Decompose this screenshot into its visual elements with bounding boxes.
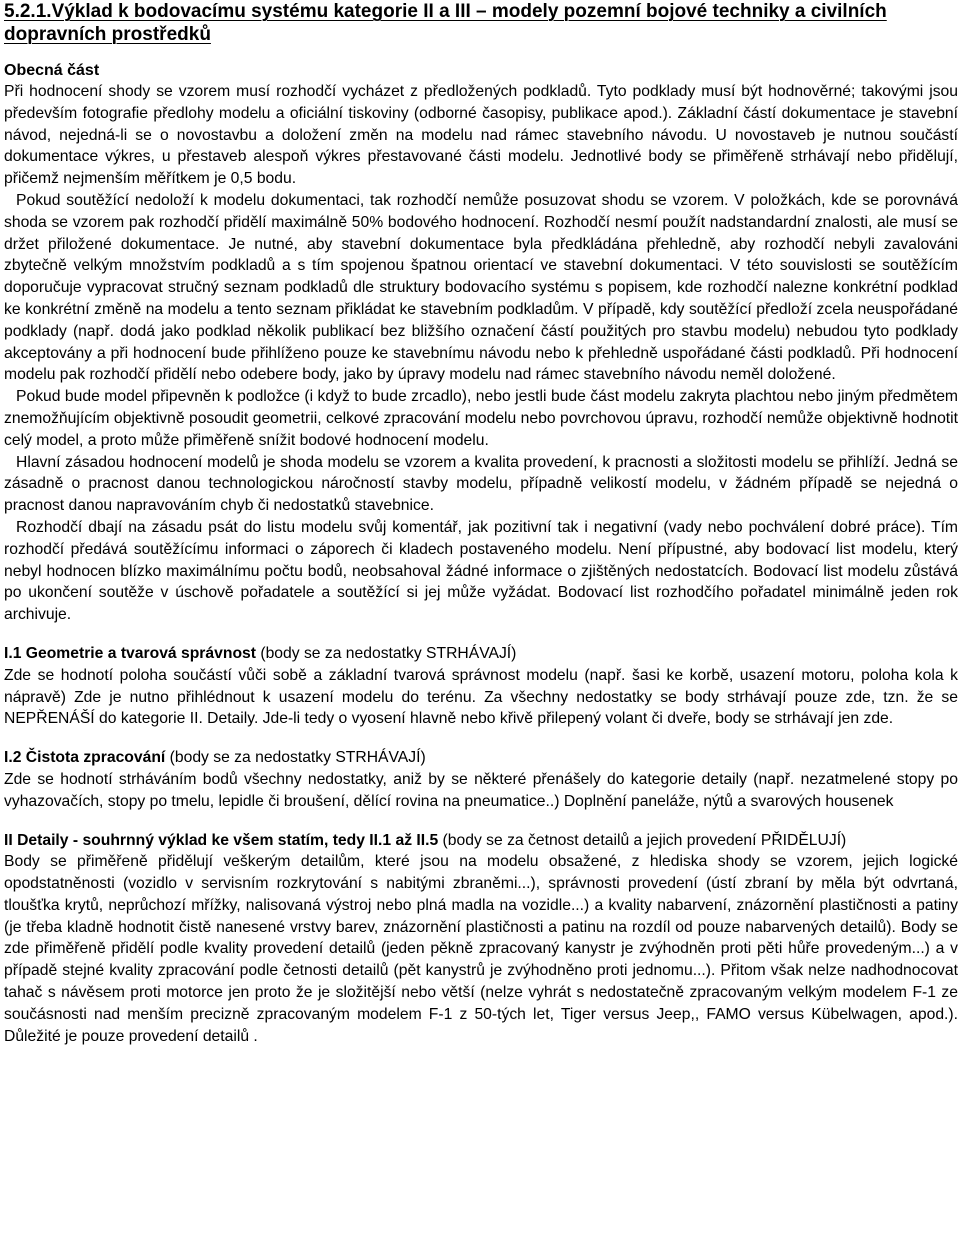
section-details-title: [4, 830, 958, 852]
spacer: [4, 813, 958, 830]
section-details-text: Body se přiměřeně přidělují veškerým detailům, které jsou na modelu obsažené, z hlediska shody se vzorem, jejich logické opodstatněnosti (vozidlo v servisním rozkrytování s nabitými zbraněmi...), správnosti provedení (ústí zbraní by měla být odvrtaná, tloušťka krytů, neprůchozí mřížky, nalisovaná výstroj nebo plná madla na vozidle...) a kvality nabarvení, znázornění plastičnosti a patiny (je třeba kladně hodnotit čistě nanesené vrstvy barev, znázornění plastičnosti a patinu na rozdíl od pouze nabarvených detailů). Body se zde přiměřeně přidělí podle kvality provedení detailů (jeden pěkně zpracovaný kanystr je zvýhodněn proti pěti hůře provedeným...) a v případě stejné kvality zpracování podle četnosti detailů (pět kanystrů je zvýhodněno proti jednomu...). Přitom však nelze nadhodnocovat tahač s návěsem proti motorce jen proto že je složitější nebo větší (nelze vyhrát s nedostatečně zpracovaným velkým modelem F-1 ze součásnosti nad menším precizně zpracovaným modelem F-1 z 50-tých let, Tiger versus Jeep,, FAMO versus Kübelwagen, apod.). Důležité je pouze provedení detailů .: [4, 853, 958, 1045]
section-details: [4, 830, 958, 1048]
section-cleanliness-title-bold: I.2 Čistota zpracování: [4, 749, 166, 767]
spacer: [4, 730, 958, 747]
section-cleanliness-title: [4, 747, 958, 769]
general-section: [4, 60, 958, 626]
section-details-title-bold: II Detaily - souhrnný výklad ke všem statím, tedy II.1 až II.5: [4, 831, 439, 849]
general-paragraph-5: Rozhodčí dbají na zásadu psát do listu modelu svůj komentář, jak pozitivní tak i negativní (vady nebo pochválení dobré práce). Tím rozhodčí předává soutěžícímu informaci o záporech či kladech postaveného modelu. Není přípustné, aby bodovací list modelu, který nebyl hodnocen blízko maximálnímu počtu bodů, neobsahoval žádné informace o zjištěných nedostatcích. Bodovací list modelu zůstává po ukončení soutěže v úschově pořadatele a soutěžící si jej může vyžádat. Bodovací list rozhodčího pořadatel minimálně jeden rok archivuje.: [4, 518, 958, 624]
section-cleanliness-title-rest: (body se za nedostatky STRHÁVAJÍ): [165, 749, 426, 767]
section-heading: 5.2.1.Výklad k bodovacímu systému kategorie II a III – modely pozemní bojové techniky a civilních dopravních prostředků: [4, 1, 887, 45]
section-geometry-text: Zde se hodnotí poloha součástí vůči sobě a základní tvarová správnost modelu (např. šasi ke korbě, usazení motoru, poloha kola k nápravě) Zde je nutno přihlédnout k usazení modelu do terénu. Za všechny nedostatky se body strhávají pouze zde, tzn. že se NEPŘENÁŠÍ do kategorie II. Detaily. Jde-li tedy o vyosení hlavně nebo křivě přilepený volant či dveře, body se strhávají jen zde.: [4, 666, 958, 728]
section-geometry-title-rest: (body se za nedostatky STRHÁVAJÍ): [255, 644, 517, 662]
general-paragraph-4: Hlavní zásadou hodnocení modelů je shoda modelu se vzorem a kvalita provedení, k pracnosti a složitosti modelu se přihlíží. Jedná se zásadně o pracnost danou technologickou náročností stavby modelu, případně velikostí modelu, v žádném případě se nejedná o pracnost danou napravováním chyb či nedostatků stavebnice.: [4, 453, 958, 515]
section-cleanliness: [4, 747, 958, 812]
section-geometry: [4, 643, 958, 730]
general-paragraph-1: Při hodnocení shody se vzorem musí rozhodčí vycházet z předložených podkladů. Tyto podklady musí být hodnověrné; takovými jsou především fotografie předlohy modelu a oficiální tiskoviny (odborné časopisy, publikace apod.). Základní částí dokumentace je stavební návod, nejedná-li se o novostavbu a doložení změn na modelu nad rámec stavebního návodu. U novostaveb je nutnou součástí dokumentace výkres, u přestaveb alespoň výkres přestavované části modelu. Jednotlivé body se přiměřeně strhávají nebo přidělují, přičemž nejmenším měřítkem je 0,5 bodu.: [4, 83, 958, 188]
section-geometry-title-bold: I.1 Geometrie a tvarová správnost: [4, 644, 256, 662]
section-cleanliness-text: Zde se hodnotí strháváním bodů všechny nedostatky, aniž by se některé přenášely do kategorie detaily (např. nezatmelené stopy po vyhazovačích, stopy po tmelu, lepidle či broušení, dělící rovina na pneumatice..) Doplnění paneláže, nýtů a svarových housenek: [4, 770, 958, 810]
general-title: Obecná část: [4, 62, 100, 79]
section-details-title-rest: (body se za četnost detailů a jejich provedení PŘIDĚLUJÍ): [438, 831, 847, 849]
section-geometry-title: [4, 643, 958, 665]
spacer: [4, 626, 958, 643]
general-paragraph-3: Pokud bude model připevněn k podložce (i když to bude zrcadlo), nebo jestli bude část modelu zakryta plachtou nebo jiným předmětem znemožňujícím objektivně posoudit geometrii, celkové zpracování modelu nebo povrchovou úpravu, rozhodčí nemůže objektivně hodnotit celý model, a proto může přiměřeně snížit bodové hodnocení modelu.: [4, 388, 958, 449]
general-paragraph-2: Pokud soutěžící nedoloží k modelu dokumentaci, tak rozhodčí nemůže posuzovat shodu se vzorem. V položkách, kde se porovnává shoda se vzorem pak rozhodčí přidělí maximálně 50% bodového hodnocení. Rozhodčí nesmí použít nadstandardní znalosti, ale musí se držet přiložené dokumentace. Je nutné, aby stavební dokumentace byla předkládána přehledně, aby rozhodčí nebyli zavalováni zbytečně velkým množstvím podkladů a s tím spojenou špatnou orientací ve stavební dokumentaci. V této souvislosti se soutěžícím doporučuje vypracovat stručný seznam podkladů dle struktury bodovacího systému s popisem, kde rozhodčí nalezne konkrétní podklad ke konkrétní změně na modelu a tento seznam přikládat ke stavebním podkladům. V případě, kdy soutěžící předloží zcela neuspořádané podklady (např. dodá jako podklad několik publikací bez bližšího označení částí použitých pro stavbu modelu) nebudou tyto podklady akceptovány a při hodnocení bude přihlíženo pouze ke stavebnímu návodu nebo k přehledně uspořádané části podkladů. Při hodnocení modelu pak rozhodčí přidělí nebo odebere body, jako by úpravy modelu nad rámec stavebního návodu neměl doložené.: [4, 191, 958, 384]
